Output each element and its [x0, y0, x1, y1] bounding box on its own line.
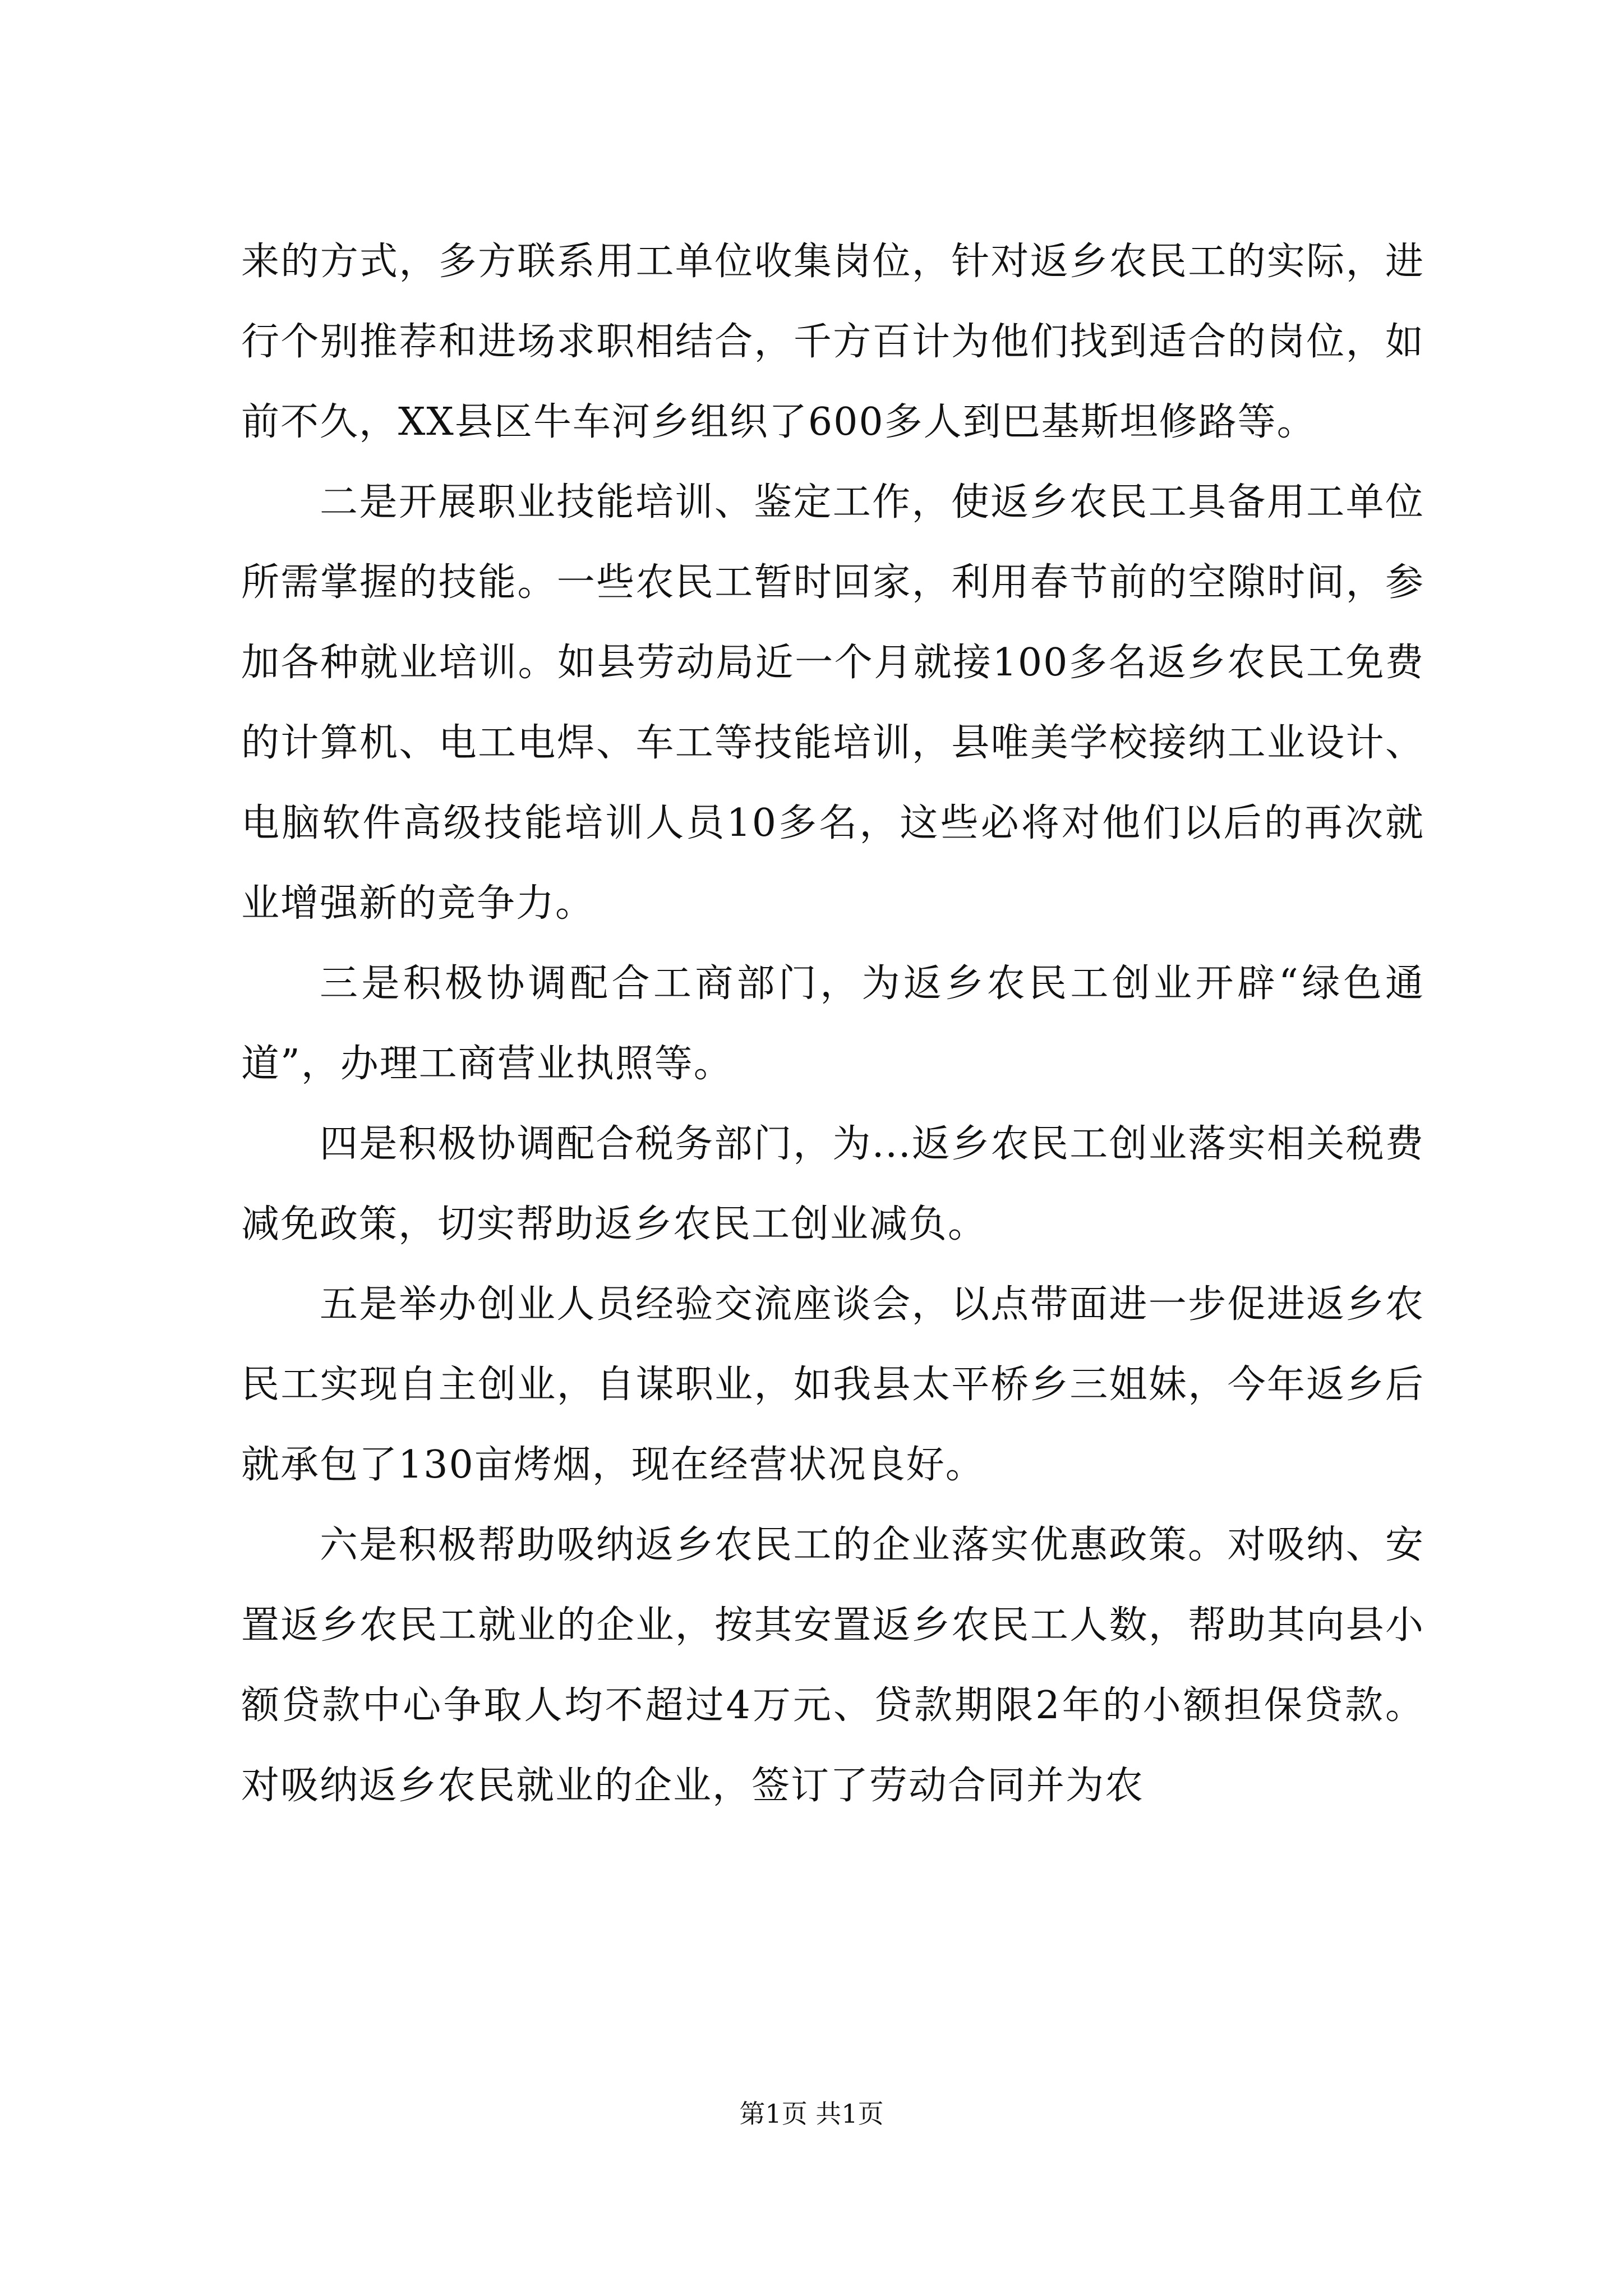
paragraph-item-two: 二是开展职业技能培训、鉴定工作，使返乡农民工具备用工单位所需掌握的技能。一些农民工暂时回家，利用春节前的空隙时间，参加各种就业培训。如县劳动局近一个月就接100多名返乡农民工免费的计算机、电工电焊、车工等技能培训，县唯美学校接纳工业设计、电脑软件高级技能培训人员10多名，这些必将对他们以后的再次就业增强新的竞争力。: [241, 480, 1424, 926]
paragraph-continuation: 来的方式，多方联系用工单位收集岗位，针对返乡农民工的实际，进行个别推荐和进场求职相结合，千方百计为他们找到适合的岗位，如前不久，XX县区牛车河乡组织了600多人到巴基斯坦修路等。: [241, 240, 1424, 444]
paragraph-item-three: 三是积极协调配合工商部门，为返乡农民工创业开辟“绿色通道”，办理工商营业执照等。: [241, 961, 1424, 1086]
document-body: [241, 222, 1424, 1826]
page-footer: 第1页 共1页: [739, 2099, 884, 2129]
paragraph-item-six: 六是积极帮助吸纳返乡农民工的企业落实优惠政策。对吸纳、安置返乡农民工就业的企业，按其安置返乡农民工人数，帮助其向县小额贷款中心争取人均不超过4万元、贷款期限2年的小额担保贷款。对吸纳返乡农民就业的企业，签订了劳动合同并为农: [241, 1523, 1424, 1808]
paragraph-item-five: 五是举办创业人员经验交流座谈会，以点带面进一步促进返乡农民工实现自主创业，自谋职业，如我县太平桥乡三姐妹，今年返乡后就承包了130亩烤烟，现在经营状况良好。: [241, 1282, 1424, 1487]
paragraph-item-four: 四是积极协调配合税务部门，为...返乡农民工创业落实相关税费减免政策，切实帮助返乡农民工创业减负。: [241, 1122, 1424, 1246]
